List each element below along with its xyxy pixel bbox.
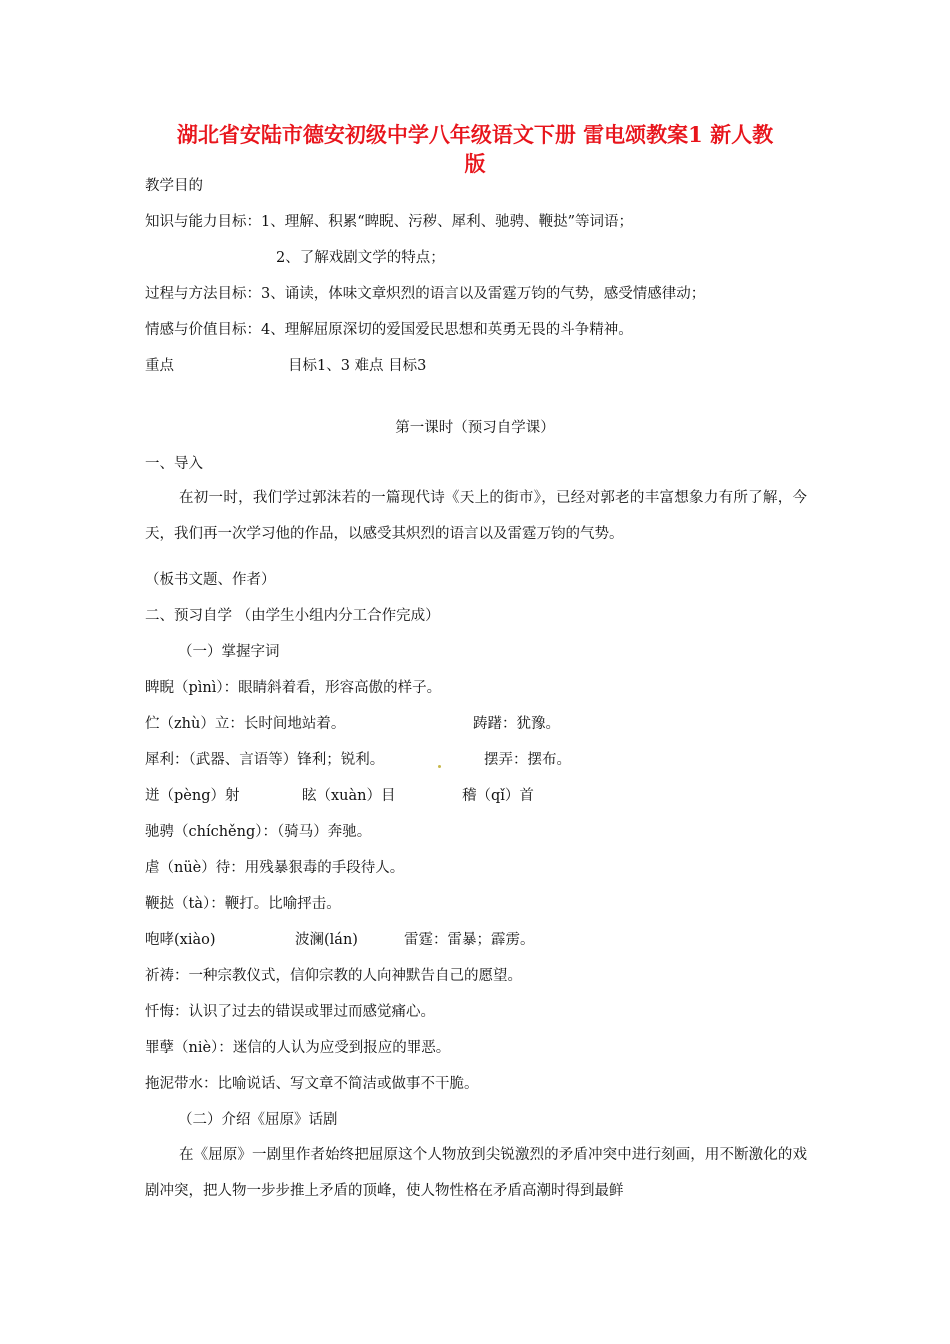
- vocab-item-12: 拖泥带水：比喻说话、写文章不简洁或做事不干脆。: [145, 1076, 479, 1092]
- document-title: [130, 120, 820, 178]
- key-value: 目标1、3 难点 目标3: [288, 358, 427, 374]
- vocab-item-5: 驰骋（chíchěng）：（骑马）奔驰。: [145, 824, 372, 840]
- section-intro-heading: 一、导入: [145, 456, 203, 472]
- dot-mark: [437, 752, 442, 772]
- quyuan-text: 在《屈原》一剧里作者始终把屈原这个人物放到尖锐激烈的矛盾冲突中进行刻画，用不断激化的戏剧冲突，把人物一步步推上矛盾的顶峰，使人物性格在矛盾高潮时得到最鲜: [145, 1147, 807, 1199]
- vocab-item-8c: 雷霆：雷暴；霹雳。: [404, 932, 535, 948]
- objectives-heading: 教学目的: [145, 178, 203, 194]
- section-preview-heading: 二、预习自学 （由学生小组内分工合作完成）: [145, 608, 440, 624]
- vocab-item-3b: 摆弄：摆布。: [484, 752, 571, 768]
- quyuan-paragraph: [145, 1137, 807, 1209]
- key-label: 重点: [145, 358, 174, 374]
- vocab-item-4c: 稽（qǐ）首: [462, 788, 534, 804]
- intro-text: 在初一时，我们学过郭沫若的一篇现代诗《天上的街市》，已经对郭老的丰富想象力有所了解，今天，我们再一次学习他的作品，以感受其炽烈的语言以及雷霆万钧的气势。: [145, 490, 807, 542]
- vocab-item-4a: 迸（pèng）射: [145, 788, 240, 804]
- lesson-heading: 第一课时（预习自学课）: [395, 420, 555, 436]
- vocab-item-3a: 犀利：（武器、言语等）锋利；锐利。: [145, 752, 385, 768]
- vocab-item-8b: 波澜(lán): [295, 932, 358, 948]
- sub-heading-vocab: （一）掌握字词: [178, 644, 280, 660]
- vocab-item-2a: 伫（zhù）立：长时间地站着。: [145, 716, 346, 732]
- vocab-item-10: 忏悔：认识了过去的错误或罪过而感觉痛心。: [145, 1004, 435, 1020]
- vocab-item-11: 罪孽（niè）：迷信的人认为应受到报应的罪恶。: [145, 1040, 451, 1056]
- objective-4: 情感与价值目标：4、理解屈原深切的爱国爱民思想和英勇无畏的斗争精神。: [145, 322, 633, 338]
- vocab-item-1: 睥睨（pìnì）：眼睛斜着看，形容高傲的样子。: [145, 680, 442, 696]
- vocab-item-7: 鞭挞（tà）：鞭打。比喻抨击。: [145, 896, 341, 912]
- vocab-item-6: 虐（nüè）待：用残暴狠毒的手段待人。: [145, 860, 405, 876]
- vocab-item-4b: 眩（xuàn）目: [302, 788, 396, 804]
- objective-1: 知识与能力目标：1、理解、积累“睥睨、污秽、犀利、驰骋、鞭挞”等词语；: [145, 214, 634, 230]
- title-line-2: 版: [464, 151, 486, 176]
- objective-2: 2、了解戏剧文学的特点；: [276, 250, 445, 266]
- intro-paragraph: [145, 480, 807, 552]
- objective-3: 过程与方法目标：3、诵读，体味文章炽烈的语言以及雷霆万钧的气势，感受情感律动；: [145, 286, 706, 302]
- sub-heading-quyuan: （二）介绍《屈原》话剧: [178, 1112, 338, 1128]
- board-note: （板书文题、作者）: [145, 572, 276, 588]
- vocab-item-2b: 踌躇：犹豫。: [473, 716, 560, 732]
- title-line-1: 湖北省安陆市德安初级中学八年级语文下册 雷电颂教案1 新人教: [176, 122, 774, 147]
- vocab-item-9: 祈祷：一种宗教仪式，信仰宗教的人向神默告自己的愿望。: [145, 968, 522, 984]
- vocab-item-8a: 咆哮(xiào): [145, 932, 216, 948]
